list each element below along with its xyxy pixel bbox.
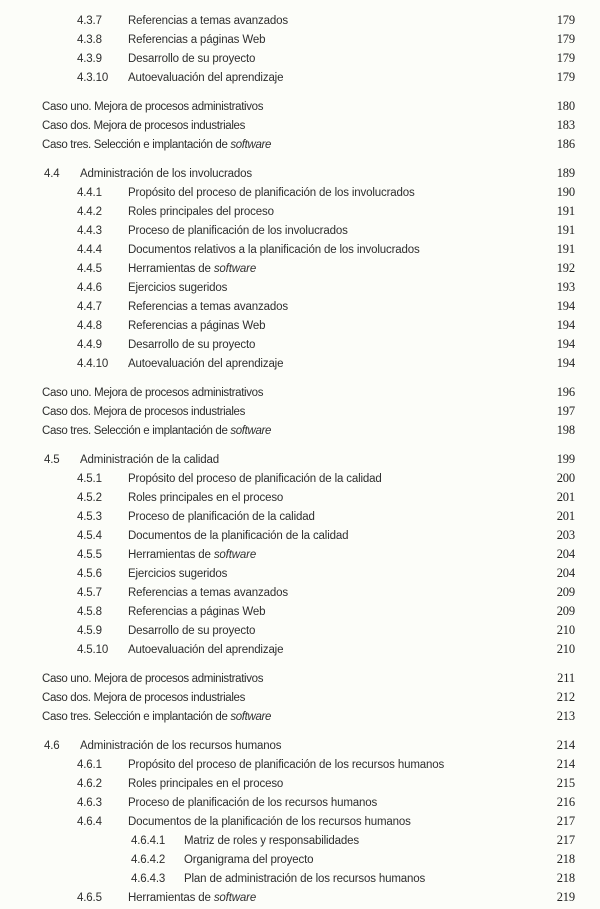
toc-entry: [0, 831, 600, 850]
toc-entry-page: 201: [556, 509, 575, 523]
toc-entry-title: Referencias a páginas Web: [128, 320, 266, 332]
toc-entry-number: 4.4.9: [77, 339, 102, 351]
toc-entry-number: 4.6.4.1: [131, 835, 166, 847]
toc-entry-title: Plan de administración de los recursos humanos: [184, 873, 426, 885]
toc-entry-page: 192: [556, 261, 575, 275]
toc-entry-title: Organigrama del proyecto: [184, 854, 314, 866]
toc-entry: [0, 116, 600, 135]
toc-entry-title: Referencias a páginas Web: [128, 606, 266, 618]
toc-entry-title: Documentos relativos a la planificación de los involucrados: [128, 244, 420, 256]
toc-entry-title-italic: software: [230, 425, 272, 437]
toc-entry-page: 201: [556, 490, 575, 504]
toc-entry: [0, 564, 600, 583]
toc-entry-page: 197: [556, 404, 575, 418]
toc-entry: [0, 164, 600, 183]
toc-entry-title: Administración de la calidad: [80, 454, 219, 466]
toc-entry-number: 4.5.4: [77, 530, 102, 542]
toc-block: [0, 11, 600, 87]
toc-entry: [0, 240, 600, 259]
toc-block: [0, 383, 600, 440]
toc-entry-title: Autoevaluación del aprendizaje: [128, 644, 284, 656]
toc-entry: [0, 793, 600, 812]
toc-entry-title: Ejercicios sugeridos: [128, 282, 228, 294]
toc-entry-page: 198: [556, 423, 575, 437]
toc-entry: [0, 335, 600, 354]
toc-entry-page: 179: [556, 70, 575, 84]
toc-entry-number: 4.5.8: [77, 606, 102, 618]
toc-entry-number: 4.5.1: [77, 473, 102, 485]
toc-block: [0, 450, 600, 659]
toc-entry-page: 204: [556, 547, 575, 561]
toc-block: [0, 97, 600, 154]
toc-entry-title: Referencias a temas avanzados: [128, 587, 288, 599]
toc-entry: [0, 450, 600, 469]
toc-entry-page: 217: [556, 833, 575, 847]
toc-entry-number: 4.5: [44, 454, 60, 466]
toc-entry-title: Propósito del proceso de planificación de la calidad: [128, 473, 382, 485]
toc-entry-title: Herramientas de software: [128, 549, 257, 561]
toc-entry: [0, 888, 600, 907]
toc-entry-title: Matriz de roles y responsabilidades: [184, 835, 360, 847]
toc-entry-title: Autoevaluación del aprendizaje: [128, 72, 284, 84]
toc-block: [0, 736, 600, 907]
toc-entry-page: 179: [556, 13, 575, 27]
toc-entry-title: Ejercicios sugeridos: [128, 568, 228, 580]
toc-entry-title-italic: software: [213, 549, 257, 561]
toc-entry-title-italic: software: [213, 892, 257, 904]
toc-entry-page: 194: [556, 337, 575, 351]
toc-entry-page: 180: [556, 99, 575, 113]
toc-entry-page: 214: [556, 757, 575, 771]
toc-entry: [0, 354, 600, 373]
table-of-contents: [0, 11, 600, 907]
toc-entry-title: Herramientas de software: [128, 263, 257, 275]
toc-entry: [0, 469, 600, 488]
toc-entry-page: 179: [556, 32, 575, 46]
toc-entry: [0, 316, 600, 335]
toc-entry-title: Herramientas de software: [128, 892, 257, 904]
toc-entry-title: Roles principales en el proceso: [128, 492, 284, 504]
toc-entry-page: 217: [556, 814, 575, 828]
toc-entry-number: 4.6.4.3: [131, 873, 166, 885]
toc-entry: [0, 545, 600, 564]
toc-entry-page: 211: [557, 671, 575, 685]
toc-entry-title: Caso tres. Selección e implantación de software: [42, 425, 272, 437]
toc-entry-page: 190: [556, 185, 575, 199]
toc-entry-title: Caso uno. Mejora de procesos administrativos: [42, 387, 264, 399]
toc-entry-page: 189: [556, 166, 575, 180]
toc-entry: [0, 669, 600, 688]
toc-entry: [0, 135, 600, 154]
toc-entry-number: 4.5.6: [77, 568, 102, 580]
toc-entry-number: 4.3.10: [77, 72, 109, 84]
toc-entry-title: Autoevaluación del aprendizaje: [128, 358, 284, 370]
toc-entry: [0, 736, 600, 755]
toc-entry-title: Proceso de planificación de la calidad: [128, 511, 315, 523]
toc-entry-number: 4.3.9: [77, 53, 102, 65]
toc-entry-page: 191: [556, 204, 575, 218]
toc-entry-title: Referencias a temas avanzados: [128, 15, 288, 27]
toc-entry-number: 4.5.3: [77, 511, 102, 523]
toc-entry-page: 210: [556, 642, 575, 656]
toc-entry-page: 179: [556, 51, 575, 65]
toc-entry-title: Referencias a temas avanzados: [128, 301, 288, 313]
toc-entry: [0, 68, 600, 87]
toc-entry-title: Documentos de la planificación de la calidad: [128, 530, 349, 542]
toc-entry-page: 213: [556, 709, 575, 723]
toc-entry-title: Desarrollo de su proyecto: [128, 53, 256, 65]
toc-entry-title: Propósito del proceso de planificación de los recursos humanos: [128, 759, 445, 771]
toc-entry-title: Caso tres. Selección e implantación de software: [42, 139, 272, 151]
toc-entry: [0, 297, 600, 316]
toc-entry: [0, 97, 600, 116]
toc-entry-number: 4.3.7: [77, 15, 102, 27]
toc-entry: [0, 30, 600, 49]
toc-entry-title: Proceso de planificación de los recursos humanos: [128, 797, 378, 809]
toc-entry: [0, 221, 600, 240]
toc-entry-number: 4.5.5: [77, 549, 102, 561]
toc-entry-page: 191: [556, 223, 575, 237]
toc-entry-page: 194: [556, 318, 575, 332]
toc-entry-number: 4.6: [44, 740, 60, 752]
toc-entry-number: 4.5.9: [77, 625, 102, 637]
toc-entry-title: Documentos de la planificación de los recursos humanos: [128, 816, 411, 828]
toc-entry-title-italic: software: [230, 711, 272, 723]
toc-entry-number: 4.6.3: [77, 797, 102, 809]
toc-entry-number: 4.4.1: [77, 187, 102, 199]
toc-entry: [0, 707, 600, 726]
toc-entry-title: Administración de los involucrados: [80, 168, 252, 180]
toc-entry-page: 194: [556, 299, 575, 313]
toc-entry-title: Proceso de planificación de los involucrados: [128, 225, 348, 237]
toc-entry: [0, 488, 600, 507]
toc-entry-page: 209: [556, 604, 575, 618]
toc-entry: [0, 812, 600, 831]
toc-entry: [0, 621, 600, 640]
toc-entry-number: 4.6.1: [77, 759, 102, 771]
toc-entry-number: 4.5.7: [77, 587, 102, 599]
toc-entry-page: 196: [556, 385, 575, 399]
toc-entry: [0, 774, 600, 793]
toc-entry-page: 200: [556, 471, 575, 485]
toc-entry: [0, 421, 600, 440]
toc-entry-number: 4.4.2: [77, 206, 102, 218]
toc-entry-title: Propósito del proceso de planificación de los involucrados: [128, 187, 415, 199]
toc-entry-number: 4.4: [44, 168, 60, 180]
toc-entry: [0, 383, 600, 402]
toc-entry-number: 4.6.2: [77, 778, 102, 790]
toc-entry: [0, 688, 600, 707]
toc-entry: [0, 526, 600, 545]
toc-entry-page: 203: [556, 528, 575, 542]
toc-entry-page: 216: [556, 795, 575, 809]
toc-entry-title: Referencias a páginas Web: [128, 34, 266, 46]
toc-entry-title: Roles principales en el proceso: [128, 778, 284, 790]
toc-entry: [0, 507, 600, 526]
toc-entry-number: 4.4.10: [77, 358, 109, 370]
toc-entry-number: 4.4.3: [77, 225, 102, 237]
toc-entry-title: Caso tres. Selección e implantación de software: [42, 711, 272, 723]
toc-entry: [0, 402, 600, 421]
toc-entry-page: 212: [556, 690, 575, 704]
toc-entry-page: 209: [556, 585, 575, 599]
toc-entry: [0, 755, 600, 774]
toc-entry-page: 183: [556, 118, 575, 132]
toc-entry-title: Roles principales del proceso: [128, 206, 274, 218]
toc-entry-page: 218: [556, 852, 575, 866]
toc-entry-number: 4.4.6: [77, 282, 102, 294]
toc-entry: [0, 49, 600, 68]
toc-entry-title: Caso uno. Mejora de procesos administrativos: [42, 673, 264, 685]
toc-entry: [0, 850, 600, 869]
toc-entry-number: 4.6.4: [77, 816, 102, 828]
toc-entry-page: 215: [556, 776, 575, 790]
toc-entry-title: Caso dos. Mejora de procesos industriales: [42, 692, 245, 704]
toc-entry-page: 204: [556, 566, 575, 580]
toc-entry-title: Desarrollo de su proyecto: [128, 625, 256, 637]
toc-entry-page: 210: [556, 623, 575, 637]
toc-entry: [0, 869, 600, 888]
toc-entry-title-italic: software: [213, 263, 257, 275]
toc-block: [0, 164, 600, 373]
toc-entry-number: 4.5.10: [77, 644, 109, 656]
toc-entry: [0, 583, 600, 602]
toc-entry-page: 186: [556, 137, 575, 151]
toc-entry-page: 219: [556, 890, 575, 904]
toc-entry-number: 4.6.5: [77, 892, 102, 904]
toc-entry-title: Caso dos. Mejora de procesos industriales: [42, 120, 245, 132]
toc-entry: [0, 278, 600, 297]
toc-entry-page: 193: [556, 280, 575, 294]
toc-entry-number: 4.6.4.2: [131, 854, 166, 866]
toc-entry-number: 4.4.5: [77, 263, 102, 275]
toc-entry-page: 191: [556, 242, 575, 256]
toc-entry: [0, 602, 600, 621]
toc-entry-number: 4.4.7: [77, 301, 102, 313]
toc-entry: [0, 640, 600, 659]
toc-entry: [0, 183, 600, 202]
toc-block: [0, 669, 600, 726]
toc-entry-number: 4.3.8: [77, 34, 102, 46]
toc-entry-title: Caso dos. Mejora de procesos industriales: [42, 406, 245, 418]
toc-entry: [0, 11, 600, 30]
toc-entry-title: Caso uno. Mejora de procesos administrativos: [42, 101, 264, 113]
toc-entry-number: 4.4.8: [77, 320, 102, 332]
toc-entry-number: 4.4.4: [77, 244, 102, 256]
toc-entry-page: 199: [556, 452, 575, 466]
toc-entry-number: 4.5.2: [77, 492, 102, 504]
toc-entry-title-italic: software: [230, 139, 272, 151]
toc-entry-page: 194: [556, 356, 575, 370]
toc-entry-page: 218: [556, 871, 575, 885]
toc-entry-title: Desarrollo de su proyecto: [128, 339, 256, 351]
toc-entry: [0, 202, 600, 221]
toc-entry-title: Administración de los recursos humanos: [80, 740, 282, 752]
toc-entry: [0, 259, 600, 278]
toc-entry-page: 214: [556, 738, 575, 752]
